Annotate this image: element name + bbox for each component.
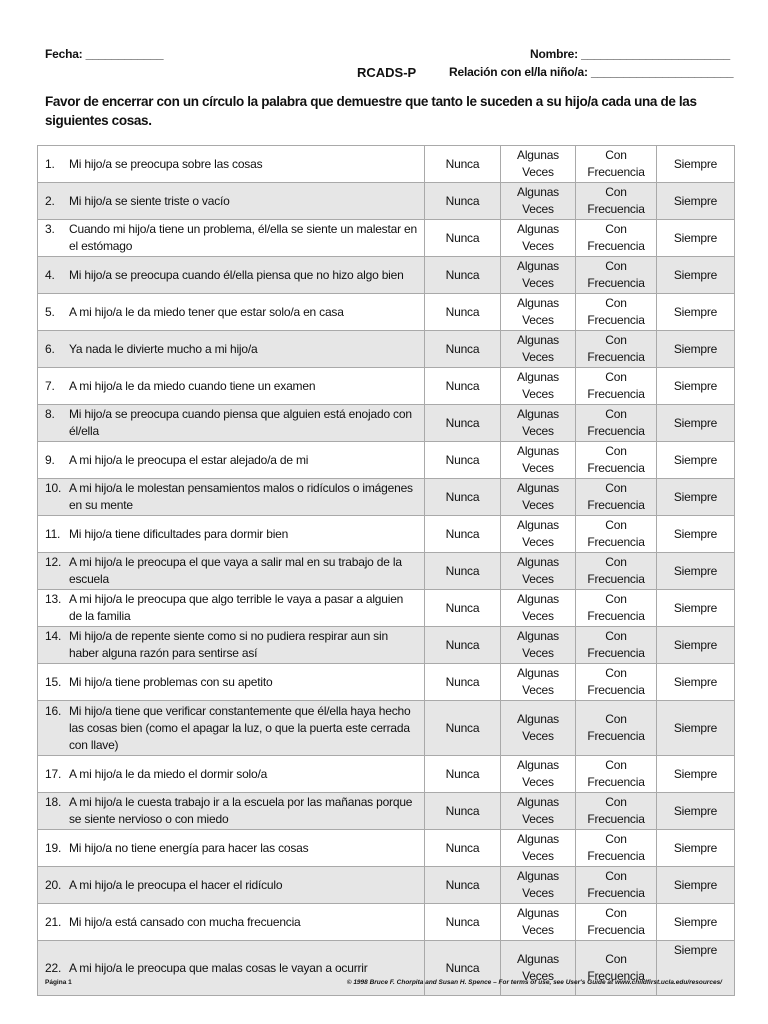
option-label: Algunas Veces [517,185,559,216]
option-label: Siempre [673,766,718,781]
option-label: Algunas Veces [517,296,559,327]
option-label: Algunas Veces [517,222,559,253]
question-number: 7. [45,378,55,393]
question-row [38,627,735,664]
option-siempre[interactable] [657,867,735,904]
option-label: Siempre [673,914,718,929]
question-cell [38,146,425,183]
question-number: 18. [45,795,62,809]
option-label: Con Frecuencia [587,869,645,900]
question-row [38,294,735,331]
option-label: Con Frecuencia [587,758,645,789]
question-number: 10. [45,481,62,495]
option-siempre[interactable] [657,294,735,331]
option-label: Siempre [673,156,718,171]
option-con-frecuencia[interactable] [576,146,657,183]
question-content [38,591,424,625]
question-row [38,867,735,904]
option-label: Siempre [673,341,718,356]
question-content [38,674,424,691]
option-label: Con Frecuencia [587,592,645,623]
question-number: 4. [45,267,55,282]
option-siempre[interactable] [657,183,735,220]
option-siempre[interactable] [657,220,735,257]
question-cell [38,701,425,756]
option-algunas-veces[interactable] [501,664,576,701]
option-siempre[interactable] [657,701,735,756]
option-algunas-veces[interactable] [501,294,576,331]
question-number: 11. [45,526,61,541]
question-cell [38,294,425,331]
question-text: A mi hijo/a le da miedo cuando tiene un examen [69,378,316,393]
question-text: Mi hijo/a está cansado con mucha frecuencia [69,914,301,929]
option-nunca[interactable] [425,867,501,904]
option-con-frecuencia[interactable] [576,664,657,701]
option-label: Algunas Veces [517,259,559,290]
question-text: Ya nada le divierte mucho a mi hijo/a [69,341,258,356]
question-number: 5. [45,304,55,319]
question-number: 16. [45,703,62,718]
option-algunas-veces[interactable] [501,257,576,294]
option-label: Con Frecuencia [587,481,645,512]
nombre-field[interactable]: Nombre: _______________________ [530,47,730,61]
option-label: Nunca [445,960,480,975]
option-con-frecuencia[interactable] [576,442,657,479]
option-label: Nunca [445,877,480,892]
option-label: Nunca [445,914,480,929]
option-label: Algunas Veces [517,629,559,660]
option-siempre[interactable] [657,331,735,368]
question-content [38,877,424,894]
option-nunca[interactable] [425,146,501,183]
question-content [38,156,424,173]
question-row [38,553,735,590]
option-con-frecuencia[interactable] [576,331,657,368]
option-label: Algunas Veces [517,407,559,438]
option-label: Nunca [445,415,480,430]
option-label: Algunas Veces [517,148,559,179]
option-nunca[interactable] [425,793,501,830]
question-text: A mi hijo/a le preocupa que malas cosas le vayan a ocurrir [69,960,368,975]
question-cell [38,904,425,941]
question-number: 15. [45,674,62,689]
option-algunas-veces[interactable] [501,146,576,183]
option-nunca[interactable] [425,516,501,553]
option-nunca[interactable] [425,701,501,756]
question-text: A mi hijo/a le da miedo tener que estar solo/a en casa [69,304,344,319]
instructions-text: Favor de encerrar con un círculo la palabra que demuestre que tanto le suceden a su hijo/a cada una de las siguientes cosas. [45,94,697,128]
question-content [38,304,424,321]
option-nunca[interactable] [425,257,501,294]
option-label: Siempre [673,378,718,393]
option-con-frecuencia[interactable] [576,793,657,830]
option-label: Con Frecuencia [587,333,645,364]
question-text: A mi hijo/a le preocupa el estar alejado/a de mi [69,452,309,467]
option-algunas-veces[interactable] [501,867,576,904]
option-label: Algunas Veces [517,795,559,826]
option-label: Nunca [445,766,480,781]
question-text: Mi hijo/a tiene dificultades para dormir bien [69,526,289,541]
option-con-frecuencia[interactable] [576,701,657,756]
question-row [38,257,735,294]
question-number: 9. [45,452,55,467]
option-label: Con Frecuencia [587,712,645,743]
question-text: Mi hijo/a se preocupa cuando piensa que alguien está enojado con él/ella [69,407,412,438]
option-nunca[interactable] [425,220,501,257]
option-label: Nunca [445,378,480,393]
question-cell [38,442,425,479]
option-algunas-veces[interactable] [501,756,576,793]
question-cell [38,627,425,664]
option-label: Nunca [445,720,480,735]
question-content [38,628,424,662]
option-nunca[interactable] [425,590,501,627]
question-row [38,590,735,627]
question-row [38,183,735,220]
option-label: Nunca [445,489,480,504]
question-number: 3. [45,222,55,236]
option-label: Algunas Veces [517,592,559,623]
option-con-frecuencia[interactable] [576,183,657,220]
option-label: Algunas Veces [517,444,559,475]
question-cell [38,368,425,405]
option-nunca[interactable] [425,405,501,442]
option-nunca[interactable] [425,756,501,793]
question-row [38,756,735,793]
option-label: Algunas Veces [517,666,559,697]
question-number: 13. [45,592,62,606]
option-nunca[interactable] [425,294,501,331]
question-number: 2. [45,193,55,208]
question-cell [38,830,425,867]
option-label: Con Frecuencia [587,629,645,660]
option-con-frecuencia[interactable] [576,516,657,553]
option-algunas-veces[interactable] [501,793,576,830]
question-row [38,368,735,405]
questionnaire-table [37,145,735,996]
option-algunas-veces[interactable] [501,405,576,442]
option-label: Siempre [673,600,718,615]
question-text: A mi hijo/a le molestan pensamientos malos o ridículos o imágenes en su mente [69,481,413,512]
question-content [38,526,424,543]
question-cell [38,941,425,996]
option-siempre[interactable] [657,553,735,590]
question-cell [38,220,425,257]
copyright-notice: © 1998 Bruce F. Chorpita and Susan H. Spence – For terms of use, see User's Guide at www.childfirst.ucla.edu/resources/ [346,979,722,986]
option-siempre[interactable] [657,516,735,553]
option-siempre[interactable] [657,756,735,793]
option-label: Con Frecuencia [587,222,645,253]
option-label: Siempre [673,230,718,245]
question-cell [38,553,425,590]
option-con-frecuencia[interactable] [576,257,657,294]
option-nunca[interactable] [425,183,501,220]
question-content [38,794,424,828]
question-cell [38,867,425,904]
question-content [38,703,424,754]
option-label: Nunca [445,674,480,689]
fecha-field[interactable]: Fecha: ____________ [45,47,164,61]
question-text: Mi hijo/a no tiene energía para hacer las cosas [69,840,309,855]
option-label: Nunca [445,637,480,652]
option-con-frecuencia[interactable] [576,405,657,442]
option-label: Nunca [445,267,480,282]
option-nunca[interactable] [425,553,501,590]
question-text: A mi hijo/a le cuesta trabajo ir a la escuela por las mañanas porque se siente nervioso o con miedo [69,795,413,826]
question-cell [38,257,425,294]
question-row [38,941,735,996]
option-label: Nunca [445,840,480,855]
option-label: Algunas Veces [517,333,559,364]
question-cell [38,756,425,793]
option-label: Algunas Veces [517,712,559,743]
option-label: Nunca [445,304,480,319]
option-label: Con Frecuencia [587,185,645,216]
question-number: 21. [45,914,62,929]
option-label: Con Frecuencia [587,259,645,290]
option-label: Siempre [673,304,718,319]
question-text: Mi hijo/a se preocupa sobre las cosas [69,156,263,171]
option-label: Con Frecuencia [587,296,645,327]
question-content [38,480,424,514]
option-label: Siempre [673,877,718,892]
option-con-frecuencia[interactable] [576,368,657,405]
option-siempre[interactable] [657,627,735,664]
option-label: Con Frecuencia [587,666,645,697]
question-cell [38,331,425,368]
question-content [38,378,424,395]
question-text: A mi hijo/a le da miedo el dormir solo/a [69,766,268,781]
question-text: A mi hijo/a le preocupa el hacer el ridículo [69,877,283,892]
option-nunca[interactable] [425,368,501,405]
option-label: Algunas Veces [517,952,559,983]
option-label: Siempre [673,267,718,282]
option-label: Con Frecuencia [587,832,645,863]
relacion-field[interactable]: Relación con el/la niño/a: ______________________ [449,65,734,79]
option-label: Algunas Veces [517,869,559,900]
option-label: Con Frecuencia [587,952,645,983]
option-con-frecuencia[interactable] [576,590,657,627]
option-con-frecuencia[interactable] [576,941,657,996]
option-siempre[interactable] [657,479,735,516]
question-content [38,452,424,469]
option-algunas-veces[interactable] [501,941,576,996]
question-number: 22. [45,960,62,975]
option-label: Con Frecuencia [587,555,645,586]
option-con-frecuencia[interactable] [576,867,657,904]
question-cell [38,405,425,442]
option-label: Nunca [445,600,480,615]
option-label: Siempre [673,452,718,467]
option-nunca[interactable] [425,331,501,368]
question-number: 8. [45,407,55,421]
question-row [38,442,735,479]
question-cell [38,590,425,627]
question-content [38,840,424,857]
question-text: Mi hijo/a se siente triste o vacío [69,193,230,208]
option-label: Siempre [673,943,718,957]
option-con-frecuencia[interactable] [576,220,657,257]
question-row [38,479,735,516]
option-label: Siempre [673,720,718,735]
option-con-frecuencia[interactable] [576,756,657,793]
question-row [38,904,735,941]
option-siempre[interactable] [657,257,735,294]
option-nunca[interactable] [425,442,501,479]
question-text: Cuando mi hijo/a tiene un problema, él/ella se siente un malestar en el estómago [69,222,417,253]
option-siempre[interactable] [657,368,735,405]
option-label: Con Frecuencia [587,370,645,401]
option-con-frecuencia[interactable] [576,830,657,867]
option-algunas-veces[interactable] [501,627,576,664]
option-label: Nunca [445,526,480,541]
option-label: Nunca [445,341,480,356]
question-content [38,341,424,358]
page-number: Página 1 [45,979,72,986]
option-algunas-veces[interactable] [501,442,576,479]
question-number: 14. [45,629,62,643]
option-con-frecuencia[interactable] [576,294,657,331]
option-siempre[interactable] [657,904,735,941]
option-con-frecuencia[interactable] [576,904,657,941]
question-cell [38,793,425,830]
question-content [38,193,424,210]
question-content [38,554,424,588]
option-label: Con Frecuencia [587,906,645,937]
option-algunas-veces[interactable] [501,701,576,756]
option-label: Con Frecuencia [587,518,645,549]
option-siempre[interactable] [657,793,735,830]
option-algunas-veces[interactable] [501,220,576,257]
question-content [38,914,424,931]
option-label: Con Frecuencia [587,795,645,826]
question-row [38,405,735,442]
option-label: Siempre [673,563,718,578]
option-nunca[interactable] [425,830,501,867]
question-number: 19. [45,840,62,855]
question-row [38,793,735,830]
option-label: Siempre [673,489,718,504]
option-nunca[interactable] [425,904,501,941]
question-content [38,960,424,977]
option-nunca[interactable] [425,941,501,996]
option-algunas-veces[interactable] [501,183,576,220]
option-label: Siempre [673,526,718,541]
question-content [38,267,424,284]
question-content [38,406,424,440]
option-con-frecuencia[interactable] [576,479,657,516]
question-cell [38,479,425,516]
question-number: 6. [45,341,55,356]
option-label: Con Frecuencia [587,444,645,475]
option-label: Nunca [445,230,480,245]
question-number: 17. [45,766,62,781]
option-algunas-veces[interactable] [501,331,576,368]
option-label: Nunca [445,452,480,467]
question-text: A mi hijo/a le preocupa que algo terrible le vaya a pasar a alguien de la familia [69,592,404,623]
option-siempre[interactable] [657,590,735,627]
option-siempre[interactable] [657,146,735,183]
question-row [38,664,735,701]
option-label: Algunas Veces [517,906,559,937]
option-algunas-veces[interactable] [501,516,576,553]
question-row [38,331,735,368]
question-row [38,516,735,553]
question-content [38,766,424,783]
option-con-frecuencia[interactable] [576,627,657,664]
question-content [38,221,424,255]
question-cell [38,516,425,553]
question-text: Mi hijo/a de repente siente como si no pudiera respirar aun sin haber alguna razón para sentirse así [69,629,388,660]
question-number: 12. [45,555,62,569]
option-algunas-veces[interactable] [501,830,576,867]
option-algunas-veces[interactable] [501,590,576,627]
option-con-frecuencia[interactable] [576,553,657,590]
option-label: Algunas Veces [517,481,559,512]
question-row [38,220,735,257]
question-text: Mi hijo/a se preocupa cuando él/ella piensa que no hizo algo bien [69,267,404,282]
option-label: Con Frecuencia [587,407,645,438]
option-label: Siempre [673,415,718,430]
option-label: Nunca [445,803,480,818]
option-siempre[interactable] [657,405,735,442]
option-label: Algunas Veces [517,518,559,549]
option-label: Algunas Veces [517,758,559,789]
option-label: Algunas Veces [517,832,559,863]
option-siempre[interactable] [657,664,735,701]
question-row [38,830,735,867]
option-algunas-veces[interactable] [501,904,576,941]
question-text: Mi hijo/a tiene problemas con su apetito [69,674,273,689]
option-algunas-veces[interactable] [501,368,576,405]
question-cell [38,664,425,701]
form-title: RCADS-P [357,65,417,80]
option-label: Nunca [445,193,480,208]
option-label: Nunca [445,563,480,578]
question-row [38,701,735,756]
option-siempre[interactable] [657,941,735,996]
option-label: Algunas Veces [517,370,559,401]
question-row [38,146,735,183]
option-label: Siempre [673,637,718,652]
question-cell [38,183,425,220]
option-label: Siempre [673,674,718,689]
option-label: Siempre [673,803,718,818]
option-label: Con Frecuencia [587,148,645,179]
option-label: Siempre [673,840,718,855]
question-number: 1. [45,156,55,171]
option-label: Siempre [673,193,718,208]
option-label: Nunca [445,156,480,171]
option-algunas-veces[interactable] [501,553,576,590]
option-siempre[interactable] [657,442,735,479]
option-nunca[interactable] [425,664,501,701]
option-siempre[interactable] [657,830,735,867]
option-nunca[interactable] [425,627,501,664]
question-text: Mi hijo/a tiene que verificar constantemente que él/ella haya hecho las cosas bien (como el apagar la luz, o que la puerta este cerrada con llave) [69,703,411,752]
option-label: Algunas Veces [517,555,559,586]
option-algunas-veces[interactable] [501,479,576,516]
question-number: 20. [45,877,62,892]
question-text: A mi hijo/a le preocupa el que vaya a salir mal en su trabajo de la escuela [69,555,402,586]
option-nunca[interactable] [425,479,501,516]
